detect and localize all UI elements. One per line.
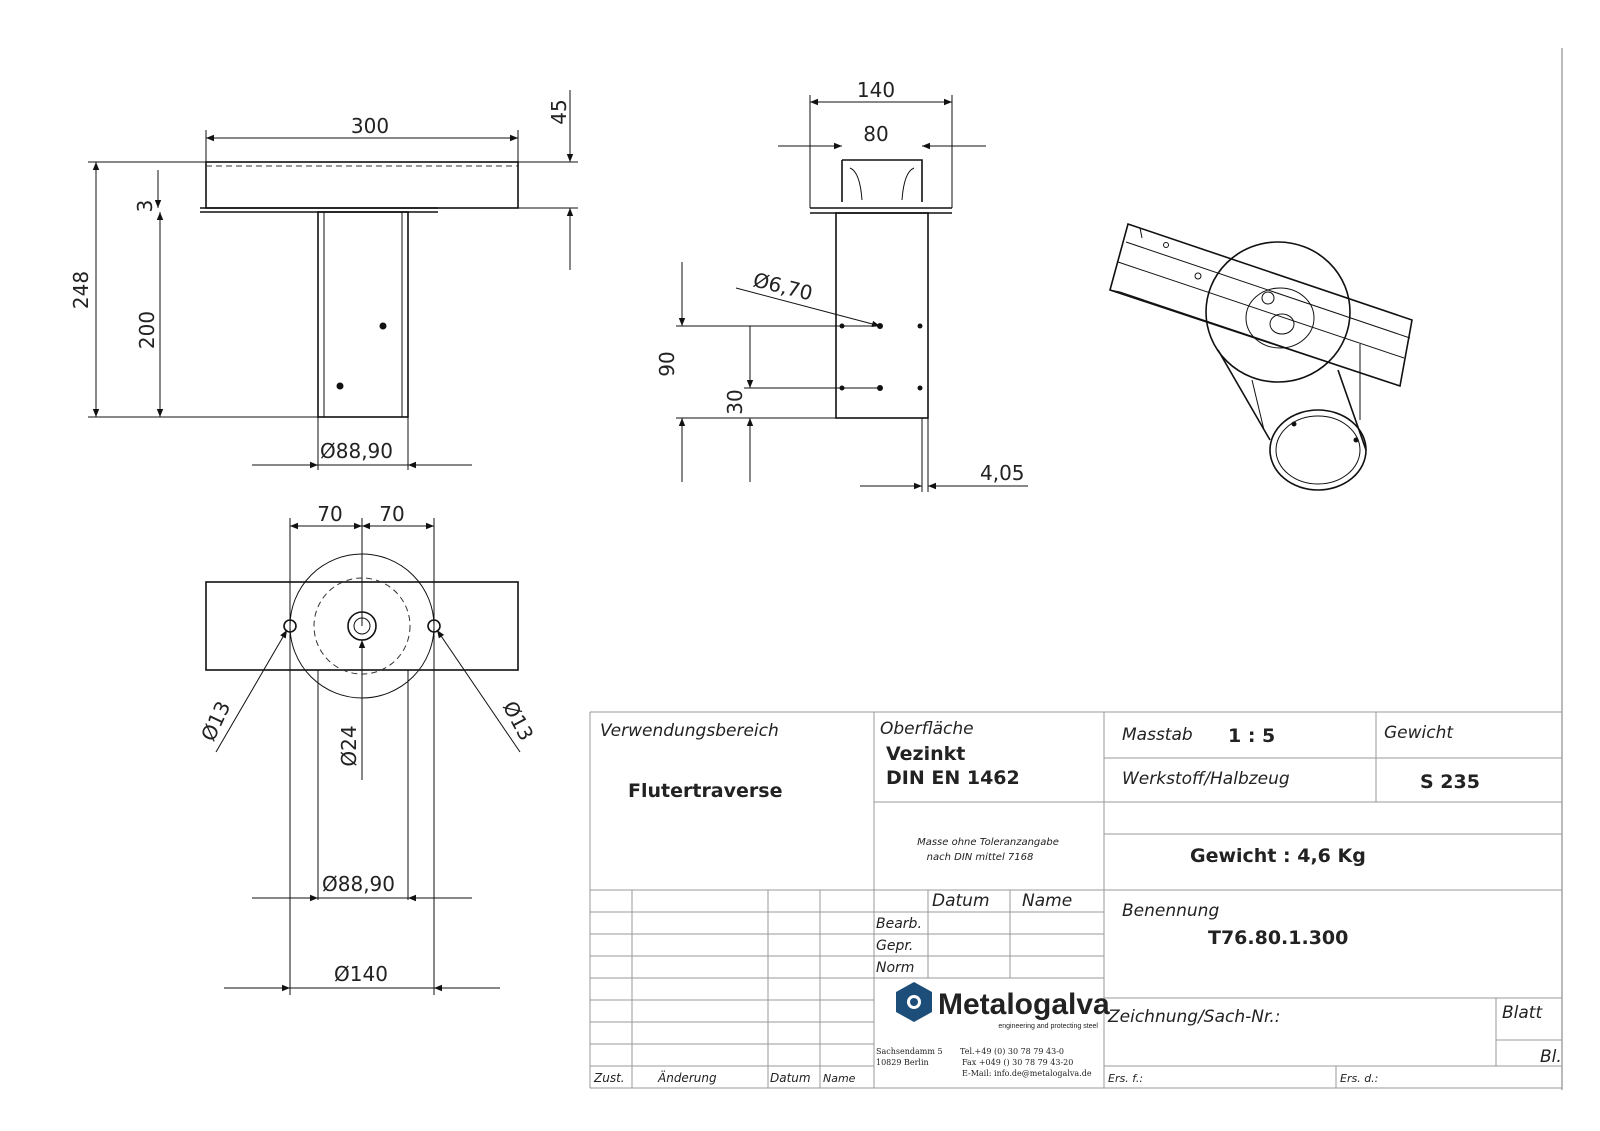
dim-hole-6-70: Ø6,70 xyxy=(750,267,816,306)
title-block xyxy=(590,712,1562,1088)
dim-tube-diameter-bottom: Ø88,90 xyxy=(322,872,395,896)
hole-mark xyxy=(380,323,387,330)
designation-label: Benennung xyxy=(1122,901,1220,921)
rev-zust: Zust. xyxy=(594,1071,625,1085)
hole-mark xyxy=(337,383,344,390)
dim-4-05: 4,05 xyxy=(980,461,1025,485)
isometric-view xyxy=(1110,224,1412,490)
dim-hole-13-right: Ø13 xyxy=(497,696,539,745)
company-fax: Fax +049 () 30 78 79 43-20 xyxy=(962,1058,1074,1067)
dim-hole-24: Ø24 xyxy=(337,725,361,767)
drawing-no-label: Zeichnung/Sach-Nr.: xyxy=(1108,1007,1281,1027)
weight-label: Gewicht xyxy=(1384,723,1454,743)
name-header: Name xyxy=(1022,891,1073,911)
rev-name: Name xyxy=(823,1072,856,1085)
rev-date: Datum xyxy=(770,1071,811,1085)
material-label: Werkstoff/Halbzeug xyxy=(1122,769,1290,789)
surface-label: Oberfläche xyxy=(880,719,974,739)
iso-flange xyxy=(1206,242,1350,382)
dim-70-right: 70 xyxy=(379,502,405,526)
sheet-short: Bl. xyxy=(1540,1047,1562,1067)
dim-45: 45 xyxy=(547,99,571,125)
sheet-label: Blatt xyxy=(1502,1003,1543,1023)
front-view xyxy=(69,90,578,470)
dim-140: 140 xyxy=(856,78,896,102)
iso-tube-end xyxy=(1270,410,1366,490)
row-norm: Norm xyxy=(876,960,915,976)
dim-90: 90 xyxy=(655,351,679,377)
iso-channel xyxy=(1110,224,1412,386)
scale-label: Masstab xyxy=(1122,725,1193,745)
company-tel: Tel.+49 (0) 30 78 79 43-0 xyxy=(960,1047,1064,1056)
dim-300: 300 xyxy=(350,114,390,138)
dim-tube-diameter-side: Ø88,90 xyxy=(320,439,393,463)
side-view xyxy=(655,78,1028,492)
top-channel-outline xyxy=(206,162,518,208)
rev-change: Änderung xyxy=(658,1071,717,1085)
dim-80: 80 xyxy=(863,122,889,146)
designation-value: T76.80.1.300 xyxy=(1208,927,1349,949)
date-header: Datum xyxy=(932,891,990,911)
dim-248: 248 xyxy=(69,270,93,310)
replacement-for: Ers. f.: xyxy=(1108,1072,1144,1085)
company-logo xyxy=(896,982,1110,1030)
row-bearb: Bearb. xyxy=(876,916,922,932)
row-gepr: Gepr. xyxy=(876,938,914,954)
dim-70-left: 70 xyxy=(317,502,343,526)
usage-value: Flutertraverse xyxy=(628,780,783,802)
tube-outline xyxy=(318,212,408,417)
replaced-by: Ers. d.: xyxy=(1340,1072,1379,1085)
dim-200: 200 xyxy=(135,310,159,350)
surface-value-1: Vezinkt xyxy=(886,743,966,765)
scale-value: 1 : 5 xyxy=(1228,725,1276,747)
usage-label: Verwendungsbereich xyxy=(600,721,779,741)
company-email: E-Mail: info.de@metalogalva.de xyxy=(962,1069,1092,1078)
dim-3: 3 xyxy=(133,199,157,213)
company-name: Metalogalva xyxy=(938,988,1110,1021)
tolerance-note-2: nach DIN mittel 7168 xyxy=(926,852,1034,863)
dim-flange-diameter: Ø140 xyxy=(334,962,388,986)
weight-value: Gewicht : 4,6 Kg xyxy=(1190,845,1366,867)
dim-30: 30 xyxy=(723,389,747,415)
company-tagline: engineering and protecting steel xyxy=(998,1023,1098,1030)
tolerance-note-1: Masse ohne Toleranzangabe xyxy=(917,837,1059,848)
surface-value-2: DIN EN 1462 xyxy=(886,767,1020,789)
bottom-view xyxy=(196,502,538,995)
company-street: Sachsendamm 5 xyxy=(876,1047,943,1056)
dim-hole-13-left: Ø13 xyxy=(196,697,236,745)
company-city: 10829 Berlin xyxy=(876,1058,929,1067)
material-value: S 235 xyxy=(1420,771,1480,793)
